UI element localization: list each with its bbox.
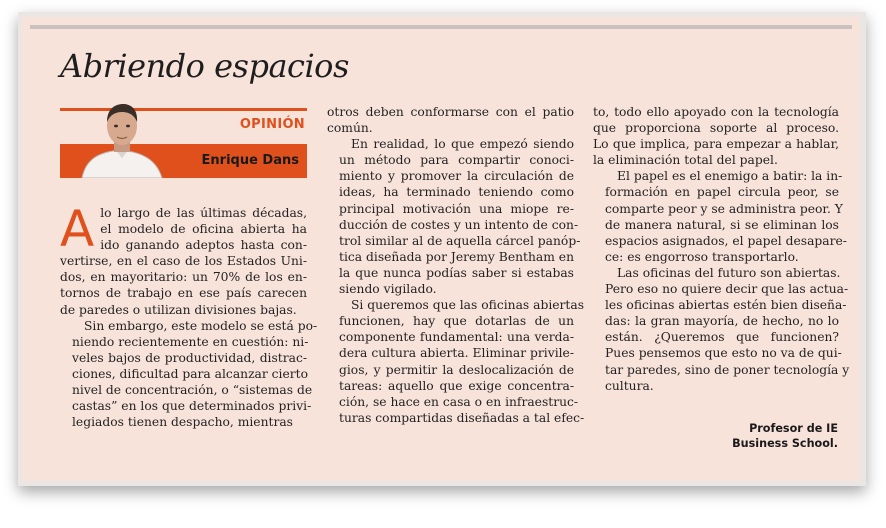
text-line: lo largo de las últimas décadas,: [100, 206, 307, 220]
text-line: que proporciona soporte al proceso.: [593, 121, 839, 136]
text-line: funcionen, hay que dotarlas de un: [339, 314, 574, 329]
paragraph: [60, 200, 307, 318]
text-line: están. ¿Queremos que funcionen?: [605, 330, 839, 345]
author-signature: [732, 421, 838, 451]
text-line: común.: [327, 121, 373, 136]
signature-line: Profesor de IE: [749, 422, 838, 435]
text-line: de paredes o utilizan divisiones bajas.: [60, 302, 297, 317]
paragraph: [593, 265, 850, 394]
text-line: cultura.: [605, 378, 654, 393]
section-label: OPINIÓN: [239, 117, 305, 132]
text-line: la eliminación total del papel.: [593, 153, 778, 168]
text-line: el modelo de oficina abierta ha: [100, 222, 307, 237]
paragraph: [327, 297, 585, 426]
article-headline: Abriendo espacios: [60, 47, 349, 85]
text-line: un método para compartir conoci-: [339, 153, 574, 168]
text-line: to, todo ello apoyado con la tecnología: [593, 105, 839, 119]
text-line: principal motivación una miope re-: [339, 201, 574, 216]
text-line: Lo que implica, para empezar a hablar,: [593, 137, 839, 152]
text-line: Sin embargo, este modelo se está po-: [84, 318, 318, 333]
paragraph: [327, 136, 581, 297]
text-line: ciones, dificultad para alcanzar cierto: [72, 366, 308, 381]
text-line: ducción de costes y un intento de con-: [339, 217, 579, 232]
text-line: nivel de concentración, o “sistemas de: [72, 383, 313, 398]
text-line: otros deben conformarse con el patio: [327, 105, 574, 119]
text-line: tar paredes, sino de poner tecnología y: [605, 362, 850, 377]
top-rule: [30, 25, 852, 29]
text-line: vertirse, en el caso de los Estados Uni-: [60, 254, 307, 269]
text-line: dos, en mayoritario: un 70% de los en-: [60, 270, 307, 285]
text-line: siendo vigilado.: [339, 282, 437, 297]
text-line: En realidad, lo que empezó siendo: [351, 137, 574, 152]
author-portrait: [74, 96, 170, 178]
signature-line: Business School.: [732, 437, 838, 450]
text-line: tornos de trabajo en ese país carecen: [60, 286, 307, 301]
text-line: formación en papel circula peor, se: [605, 185, 839, 200]
text-line: miento y promover la circulación de: [339, 169, 574, 184]
text-line: Si queremos que las oficinas abiertas: [351, 298, 585, 313]
text-line: turas compartidas diseñadas a tal efec-: [339, 410, 585, 425]
text-line: niendo recientemente en cuestión: ni-: [72, 334, 309, 349]
text-line: espacios asignados, el papel desapare-: [605, 233, 847, 248]
text-line: comparte peor y se administra peor. Y: [605, 201, 843, 216]
author-name: Enrique Dans: [201, 153, 299, 168]
text-line: castas” en los que determinados privi-: [72, 399, 312, 414]
text-line: tareas: aquello que exige concentra-: [339, 378, 574, 393]
newspaper-clipping: [22, 17, 860, 481]
text-line: Pues pensemos que esto no va de qui-: [605, 346, 842, 361]
text-line: dera cultura abierta. Eliminar privile-: [339, 346, 574, 361]
text-line: ción, se hace en casa o en infraestruc-: [339, 394, 579, 409]
text-line: trol similar al de aquella cárcel panóp-: [339, 233, 581, 248]
text-line: Pero eso no quiere decir que las actua-: [605, 282, 849, 297]
paragraph: [593, 168, 847, 265]
text-line: El papel es el enemigo a batir: la in-: [617, 169, 843, 184]
drop-cap: A: [60, 200, 95, 258]
text-line: veles bajos de productividad, distrac-: [72, 350, 307, 365]
text-line: tica diseñada por Jeremy Bentham en: [339, 249, 574, 264]
text-line: ido ganando adeptos hasta con-: [100, 238, 307, 253]
text-line: das: la gran mayoría, de hecho, no lo: [605, 314, 839, 329]
text-line: les oficinas abiertas estén bien diseña-: [605, 298, 847, 313]
article-column-1: [60, 200, 318, 481]
paragraph: [60, 318, 318, 431]
text-line: gios, y permitir la deslocalización de: [339, 362, 574, 377]
text-line: componente fundamental: una verda-: [339, 330, 574, 345]
text-line: ideas, ha terminado teniendo como: [339, 185, 574, 200]
byline-box: [60, 108, 307, 187]
paragraph: [593, 104, 839, 168]
text-line: legiados tienen despacho, mientras: [72, 415, 293, 430]
text-line: de manera natural, si se eliminan los: [605, 217, 839, 232]
text-line: la que nunca podías saber si estabas: [339, 265, 574, 280]
text-line: ce: es engorroso transportarlo.: [605, 249, 799, 264]
paragraph: [327, 104, 574, 136]
article-column-2: [327, 104, 585, 481]
text-line: Las oficinas del futuro son abiertas.: [617, 265, 841, 280]
